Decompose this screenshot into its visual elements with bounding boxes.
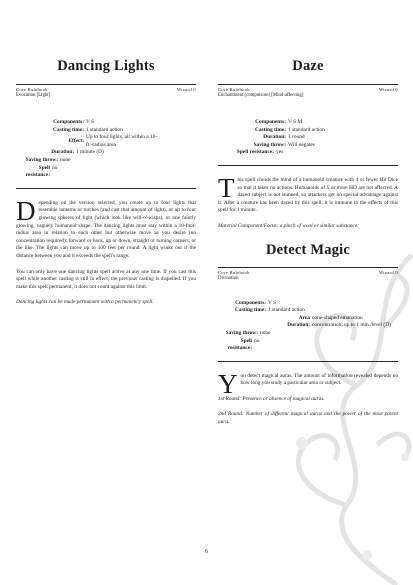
stat-label: Saving throw: xyxy=(253,141,286,148)
spell-description xyxy=(16,195,196,307)
drop-cap: Y xyxy=(218,368,238,399)
spell-description xyxy=(218,172,398,231)
stat-rule xyxy=(218,165,398,166)
description-paragraph: Material Component/Focus: a pinch of wool or similar substance. xyxy=(218,222,359,229)
spell-source: Core Rulebook xyxy=(218,269,250,275)
spell-class-level: Wizard 0 xyxy=(378,269,398,275)
stat-label: Saving throw: xyxy=(25,156,58,163)
stat-casting-time xyxy=(218,127,398,135)
page-number: 6 xyxy=(205,549,208,555)
stat-label: Spell resistance: xyxy=(25,164,50,179)
stat-rule xyxy=(16,188,196,189)
stat-saving-throw xyxy=(218,142,398,150)
stat-duration xyxy=(218,322,398,330)
stat-label: Components: xyxy=(255,119,286,125)
stat-value: Up to four lights, all within a 10-ft.-radius area xyxy=(86,134,158,148)
drop-cap: D xyxy=(16,195,36,226)
stat-label: Duration: xyxy=(287,322,310,329)
stat-components xyxy=(218,300,398,308)
title-rule xyxy=(16,84,196,85)
drop-cap: T xyxy=(218,172,235,203)
stat-saving-throw xyxy=(16,157,196,165)
title-rule xyxy=(218,267,398,268)
spell-stat-block xyxy=(218,300,398,353)
stat-label: Casting time: xyxy=(255,126,286,133)
description-paragraph: This spell clouds the mind of a humanoid creature with 4 or fewer Hit Dice so that it takes no actions. Humanoids of 5 or more HD are not affected. A dazed subject is not stunned, so attackers get no special advantage against it. After a creature has been dazed by this spell, it is immune to the effects of this spell for 1 minute. xyxy=(218,172,398,214)
spell-stat-block xyxy=(218,119,398,157)
spell-class-level: Wizard 0 xyxy=(378,87,398,92)
stat-spell-resistance xyxy=(218,338,398,353)
description-paragraph: You detect magical auras. The amount of information revealed depends on how long you study a particular area or subject. xyxy=(218,368,398,399)
stat-effect xyxy=(16,134,196,149)
stat-label: Casting time: xyxy=(235,307,266,314)
spell-stat-block xyxy=(16,119,196,180)
stat-value: 1 standard action xyxy=(268,307,305,314)
stat-value: no xyxy=(52,164,58,171)
stat-value: 1 round xyxy=(288,134,305,141)
stat-value: none xyxy=(260,329,271,336)
stat-components xyxy=(218,119,398,127)
spell-school: Enchantment (compulsion) [Mind-affecting] xyxy=(218,93,304,98)
stat-value: V S xyxy=(268,299,277,306)
left-column xyxy=(16,0,196,315)
spell-title: Daze xyxy=(292,58,324,74)
stat-label: Casting time: xyxy=(53,126,84,133)
stat-value: Will negates xyxy=(288,141,315,148)
description-paragraph: Dancing lights can be made permanent with a permanency spell. xyxy=(16,299,154,306)
stat-value: V S M xyxy=(288,119,303,125)
spell-school: Evocation [Light] xyxy=(16,93,51,98)
description-paragraph: You can only have one dancing lights spell active at any one time. If you cast this spell while another casting is still in effect, the previous casting is dispelled. If you make this spell permanent, it does not count against this limit. xyxy=(16,268,196,290)
spell-description xyxy=(218,368,398,427)
stat-saving-throw xyxy=(218,330,398,338)
stat-components xyxy=(16,119,196,127)
spell-source: Core Rulebook xyxy=(218,87,250,92)
stat-label: Spell resistance: xyxy=(227,337,252,352)
description-paragraph: 1st Round: Presence or absence of magical auras. xyxy=(218,395,325,402)
spell-source: Core Rulebook xyxy=(16,87,48,92)
right-column xyxy=(218,0,398,435)
stat-spell-resistance xyxy=(16,165,196,180)
stat-spell-resistance xyxy=(218,149,398,157)
stat-label: Duration: xyxy=(263,134,286,141)
stat-value: no xyxy=(254,337,260,344)
stat-rule xyxy=(218,361,398,362)
stat-label: Spell resistance: xyxy=(236,149,274,156)
stat-value: 1 standard action xyxy=(86,126,123,133)
stat-value: concentration, up to 1 min./level (D) xyxy=(312,322,391,329)
description-paragraph: Depending on the version selected, you create up to four lights that resemble lanterns or torches (and cast that amount of light), or up to four glowing spheres of light (which look like will-o'-wisps), or one faintly glowing, vaguely humanoid shape. The dancing lights must stay within a 10-foot-radius area in relation to each other but otherwise move as you desire (no concentration required): forward or back, up or down, straight or turning corners, or the like. The lights can move up to 100 feet per round. A light winks out if the distance between you and it exceeds the spell's range. xyxy=(16,195,196,259)
spell-title: Detect Magic xyxy=(265,241,351,258)
stat-label: Effect: xyxy=(68,137,84,144)
stat-value: cone-shaped emanation xyxy=(312,314,363,321)
description-paragraph: 2nd Round: Number of different magical auras and the power of the most potent aura. xyxy=(218,411,398,426)
spell-school: Divination xyxy=(218,275,239,281)
stat-value: V S xyxy=(86,119,95,125)
stat-value: 1 standard action xyxy=(288,126,325,133)
stat-value: yes xyxy=(276,149,284,156)
stat-casting-time xyxy=(218,307,398,315)
spell-class-level: Wizard 0 xyxy=(176,87,196,92)
stat-duration xyxy=(16,149,196,157)
spell-title: Dancing Lights xyxy=(57,58,155,74)
title-rule xyxy=(218,84,398,85)
stat-label: Components: xyxy=(235,299,266,306)
stat-label: Area xyxy=(298,314,310,321)
stat-label: Saving throw: xyxy=(225,329,258,336)
stat-label: Duration: xyxy=(51,149,74,156)
stat-value: 1 minute (D) xyxy=(76,149,104,156)
stat-value: none xyxy=(60,156,71,163)
stat-duration xyxy=(218,134,398,142)
stat-label: Components: xyxy=(53,119,84,125)
